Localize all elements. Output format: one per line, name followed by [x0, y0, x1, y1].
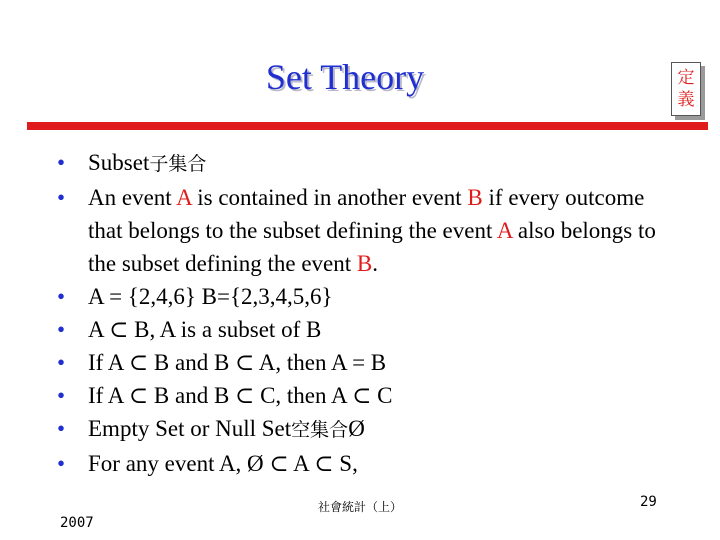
bullet-subset-text: Subset [88, 150, 150, 175]
containment-text-1: An event [88, 185, 177, 210]
title-divider [27, 122, 708, 130]
containment-text-end: . [372, 251, 378, 276]
definition-label-line1: 定 [677, 68, 695, 88]
event-b-label-2: B [356, 251, 373, 276]
bullet-event-containment [57, 181, 657, 280]
empty-set-text: Empty Set or Null Set [88, 416, 292, 441]
containment-text-4: also belongs to the subset defining the event [88, 218, 656, 276]
definition-label-box [671, 62, 701, 116]
bullet-transitivity-rule: • If A ⊂ B and B ⊂ C, then A ⊂ C [57, 379, 657, 412]
event-a-label-2: A [496, 218, 513, 243]
bullet-list [57, 146, 657, 480]
bullet-empty-set [57, 412, 657, 447]
page-number: 29 [640, 494, 657, 510]
containment-text-3: if every outcome that belongs to the subset defining the event [88, 185, 645, 243]
course-footer: 社會統計（上） [317, 500, 402, 514]
bullet-set-example: • A = {2,4,6} B={2,3,4,5,6} [57, 280, 657, 313]
bullet-subset [57, 146, 657, 181]
bullet-subset-cjk: 子集合 [149, 153, 207, 175]
bullet-any-event: • For any event A, Ø ⊂ A ⊂ S, [57, 447, 657, 480]
event-a-label: A [176, 185, 192, 210]
bullet-equality-rule: • If A ⊂ B and B ⊂ A, then A = B [57, 346, 657, 379]
containment-text-2: is contained in another event [191, 185, 468, 210]
definition-label-line2: 義 [677, 90, 695, 110]
empty-set-cjk: 空集合 [291, 419, 349, 441]
event-b-label: B [467, 185, 483, 210]
bullet-subset-notation: • A ⊂ B, A is a subset of B [57, 313, 657, 346]
empty-set-symbol: Ø [348, 416, 365, 441]
slide-title: Set Theory [265, 57, 425, 97]
year-label: 2007 [60, 515, 94, 531]
